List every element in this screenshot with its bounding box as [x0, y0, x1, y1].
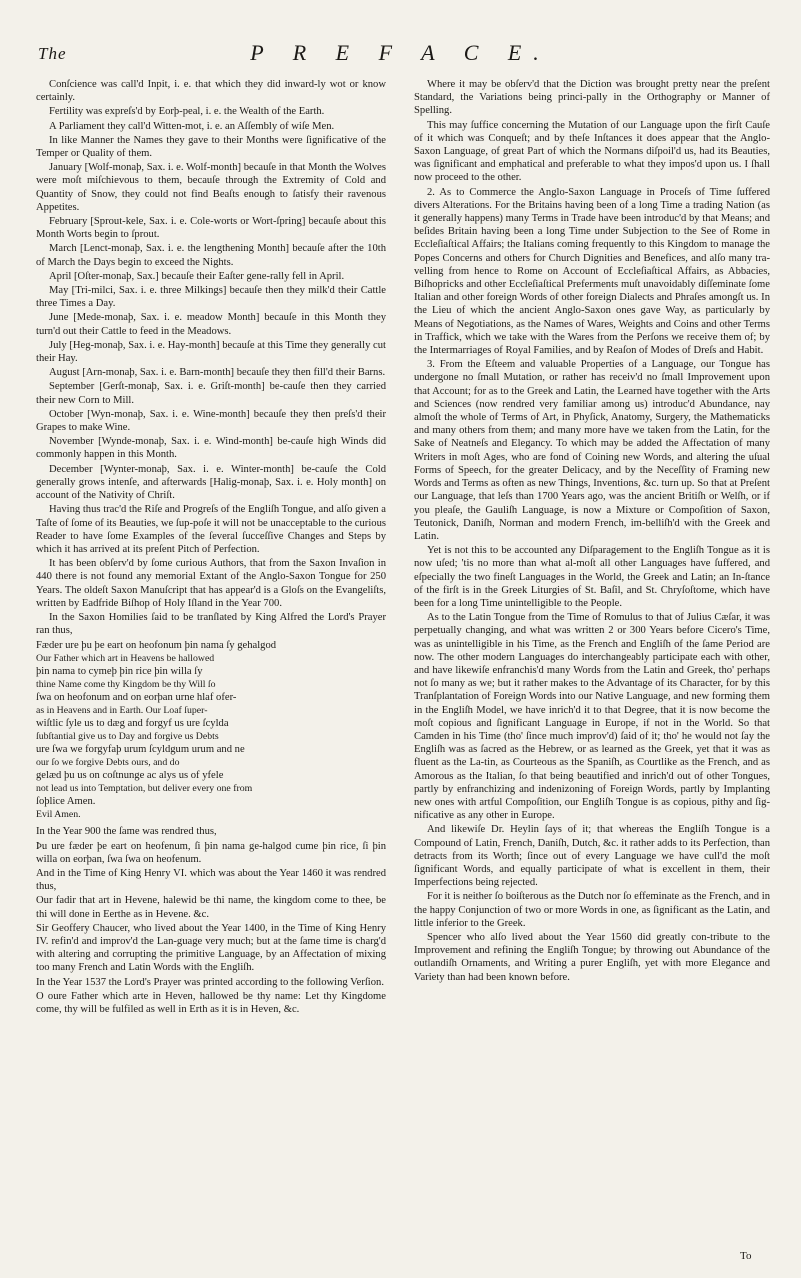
left-column-after	[36, 825, 386, 1016]
paragraph: Spencer who alſo lived about the Year 1560 did greatly con-tribute to the Improvement and refining the Engliſh Tongue; by throwing out Abundance of the outlandiſh Ornaments, and Writing a purer Engliſh, yet with more Elegance and Variety than had been known before.	[414, 932, 770, 983]
paragraph: June [Mede-monaþ, Sax. i. e. meadow Month] becauſe in this Month they turn'd out their Cattle to feed in the Meadows.	[36, 312, 386, 337]
paragraph: For it is neither ſo boiſterous as the Dutch nor ſo effeminate as the French, and in the happy Conjunction of two or more Words in one, as ſignificant as the Latin, and little inferior to the Greek.	[414, 891, 770, 929]
saxon-line: ure ſwa we forgyfaþ urum ſcyldgum urum and ne	[36, 744, 245, 756]
english-gloss-line: Evil Amen.	[36, 809, 81, 821]
paragraph: In like Manner the Names they gave to their Months were ſignificative of the Temper or Quality of them.	[36, 134, 386, 160]
left-column-paragraphs	[36, 78, 386, 637]
saxon-line: þin nama to cymeþ þin rice þin willa ſy	[36, 666, 203, 678]
english-gloss-line: our ſo we forgive Debts ours, and do	[36, 757, 180, 769]
english-gloss-line: as in Heavens and in Earth. Our Loaf ſuper-	[36, 705, 208, 717]
paragraph: This may ſuffice concerning the Mutation of our Language upon the firſt Cauſe of it which was Conqueſt; and by theſe Inſtances it does appear that the Anglo-Saxon Language, of great Part of which the Normans diſpoil'd us, had its Beauties, was ſignificant and emphatical and preferable to what they impos'd upon us. I ſhall now proceed to the other.	[414, 119, 770, 184]
saxon-line: ſoþlice Amen.	[36, 796, 96, 808]
paragraph: Having thus trac'd the Riſe and Progreſs of the Engliſh Tongue, and alſo given a Taſte of ſome of its Beauties, we ſup-poſe it will not be unacceptable to the curious Reader to have ſome Examples of the ſeveral ſucceſſive Changes and Steps by which it has arrived at its preſent Pitch of Perfection.	[36, 504, 386, 555]
right-column-paragraphs	[414, 78, 770, 984]
paragraph: March [Lenct-monaþ, Sax. i. e. the lengthening Month] becauſe after the 10th of March the Days begin to exceed the Nights.	[36, 243, 386, 268]
paragraph: May [Tri-milci, Sax. i. e. three Milkings] becauſe then they milk'd their Cattle three Times a Day.	[36, 285, 386, 310]
paragraph: In the Saxon Homilies ſaid to be tranſlated by King Alfred the Lord's Prayer ran thus,	[36, 611, 386, 637]
right-column	[414, 78, 770, 985]
lords-prayer-interlinear	[36, 639, 386, 821]
english-gloss-line: ſubſtantial give us to Day and forgive us Debts	[36, 731, 219, 743]
paragraph: O oure Father which arte in Heven, hallowed be thy name: Let thy Kingdome come, thy will be fulfiled as well in Erth as it is in Heven, &c.	[36, 990, 386, 1015]
paragraph: Our fadir that art in Hevene, halewid be thi name, the kingdom come to thee, be thi will done in Eerthe as in Hevene. &c.	[36, 895, 386, 920]
paragraph: A Parliament they call'd Witten-mot, i. e. an Aſſembly of wiſe Men.	[49, 120, 335, 132]
saxon-line: gelæd þu us on coſtnunge ac alys us of yfele	[36, 770, 224, 782]
paragraph: It has been obſerv'd by ſome curious Authors, that from the Saxon Invaſion in 440 there is not found any memorial Extant of the Anglo-Saxon Tongue for 250 Years. The oldeſt Saxon Manuſcript that has appear'd is a Gloſs on the Evangeliſts, written by Eadfride Biſhop of Holy Iſland in the Year 700.	[36, 558, 386, 609]
paragraph: 3. From the Eſteem and valuable Properties of a Language, our Tongue has undergone no ſmall Mutation, or rather has receiv'd no ſmall Improvement upon that Account; for as to the Greek and Latin, the Learned have together with the Arts and Sciences (now rendred very familiar among us) introduc'd Abundance, nay almoſt the whole of Terms of Art, in Phyſick, Anatomy, Surgery, the Mathematicks and many others from them; and many more have we taken from the Latin, for the Sake of Neatneſs and Elegancy. To which may be added the Affectation of many Writers in moſt Ages, who are fond of Coining new Words, and altering the uſual Forms of Speech, for the greater Delicacy, and by the Neceſſity of Framing new Words and Terms as often as new Things, Inventions, &c. turn up. So that at Preſent our Language, that leſs than 1700 Years ago, was the ancient Britiſh or Welſh, or if you pleaſe, the Gauliſh Language, is now a Mixture or Compoſition of Saxon, Teutonick, Daniſh, Norman and modern French, im-belliſh'd with the Greek and Latin.	[414, 359, 770, 542]
paragraph: In the Year 900 the ſame was rendred thus,	[36, 826, 217, 838]
saxon-line: Fæder ure þu þe eart on heofonum þin nama ſy gehalgod	[36, 640, 277, 652]
paragraph: January [Wolf-monaþ, Sax. i. e. Wolf-month] becauſe in that Month the Wolves were moſt miſchievous to them, becauſe through the Extremity of Cold and Quantity of Snow, they could not find Beaſts enough to ſatisfy their ravenous Appetites.	[36, 162, 386, 213]
english-gloss-line: thine Name come thy Kingdom be thy Will ſo	[36, 679, 216, 691]
running-head-left: The	[38, 44, 67, 63]
paragraph: And in the Time of King Henry VI. which was about the Year 1460 it was rendred thus,	[36, 867, 386, 893]
paragraph: September [Gerſt-monaþ, Sax. i. e. Griſt-month] be-cauſe then they carried their new Corn to Mill.	[36, 381, 386, 406]
paragraph: Where it may be obſerv'd that the Diction was brought pretty near the preſent Standard, the Variations being princi-pally in the Orthography or Manner of Spelling.	[414, 79, 770, 117]
paragraph: As to the Latin Tongue from the Time of Romulus to that of Julius Cæſar, it was perpetually changing, and what was written 2 or 300 Years before Cicero's Time, was as unintelligible in his Time, as the French and Engliſh of the ſame Period are now. The other modern Languages do interchangeably participate each with other, and have likewiſe enfranchis'd many Words from the Latin and Greek, tho' perhaps not ſo many as we; but it rather makes to the Advantage of its Character, for by this Tranſplantation of Foreign Words into our Native Language, and new forming them in the Engliſh Model, we have inrich'd it to that Degree, that it is now become the moſt copious and ſignificant Language in Europe, if not in the World. So that Camden in his Time (tho' ſince much improv'd) ſaid of it; tho' he would not ſay the Engliſh was as ſacred as the Hebrew, or as learned as the Greek, yet that it was as fluent as the La-tin, as Courteous as the Spaniſh, as Courtlike as the French, and as Amorous as the Italian, ſo that being beautified and inrich'd out of other Tongues, partly by enfranchizing and indenizoning of Foreign Words, partly by Implanting new ones with artful Compoſition, our Engliſh Tongue is as copious, pithy and ſig-nificative as any other in Europe.	[414, 612, 770, 822]
paragraph: February [Sprout-kele, Sax. i. e. Cole-worts or Wort-ſpring] becauſe about this Month Worts begin to ſprout.	[36, 216, 386, 241]
paragraph: November [Wynde-monaþ, Sax. i. e. Wind-month] be-cauſe high Winds did commonly happen in this Month.	[36, 436, 386, 461]
running-head	[0, 40, 801, 68]
saxon-line: ſwa on heofonum and on eorþan urne hlaf ofer-	[36, 692, 237, 704]
paragraph: October [Wyn-monaþ, Sax. i. e. Wine-month] becauſe they then preſs'd their Grapes to make Wine.	[36, 408, 386, 434]
paragraph: Yet is not this to be accounted any Diſparagement to the Engliſh Tongue as it is now uſed; 'tis no more than what al-moſt all other Languages have ſuffered, and eſpecially the two fineſt Languages in the World, the Greek and Latin; an In-ſtance of the firſt is in the Greek Liturgies of St. Baſil, and St. Chryſoſtome, which have been for a long Time unintelligible to the People.	[414, 545, 770, 609]
english-gloss-line: Our Father which art in Heavens be hallowed	[36, 653, 215, 665]
catchword: To	[740, 1250, 752, 1262]
paragraph: July [Heg-monaþ, Sax. i. e. Hay-month] becauſe at this Time they generally cut their Hay.	[36, 339, 386, 365]
english-gloss-line: not lead us into Temptation, but deliver every one from	[36, 783, 253, 795]
paragraph: April [Oſter-monaþ, Sax.] becauſe their Eaſter gene-rally fell in April.	[49, 270, 345, 282]
saxon-line: wiſtlic ſyle us to dæg and forgyf us ure ſcylda	[36, 718, 229, 730]
paragraph: Conſcience was call'd Inpit, i. e. that which they did inward-ly wot or know certainly.	[36, 79, 386, 104]
paragraph: Fertility was expreſs'd by Eorþ-peal, i. e. the Wealth of the Earth.	[49, 106, 325, 118]
paragraph: Sir Geoffery Chaucer, who lived about the Year 1400, in the Time of King Henry IV. refin'd and improv'd the Lan-guage very much; but at the ſame time is charg'd with altering and corrupting the primitive Language, by an Affectation of mixing too many French and Latin Words with the Engliſh.	[36, 922, 386, 974]
paragraph: August [Arn-monaþ, Sax. i. e. Barn-month] becauſe they then fill'd their Barns.	[49, 367, 386, 379]
paragraph: 2. As to Commerce the Anglo-Saxon Language in Proceſs of Time ſuffered divers Alterations. For the Britains having been of a long Time a trading Nation (as it generally happens) many Terms in Trade have been introduc'd by that Means; and beſides Britain having been a long Time under Subjection to the See of Rome in Eccleſiaſtical Affairs; the Italians coming frequently to this Kingdom to manage the Popes Concerns and others for Church Dignities and Benefices, and alſo many tra-velling from hence to Rome on Account of Eccleſiaſtical Affairs, as Abbacies, Biſhopricks and other Eccleſiaſtical Preferments muſt unavoidably diſſeminate ſome Italian and other foreign Words of other foreign Dialects and Phraſes amongſt us. In the Lieu of which the ancient Anglo-Saxon ones gave Way, as particularly by Means of Negotiations, as the Names of Wares, Weights and Coins and other Terms in Traffick, which we take with the Wares from the Perſons we receive them of; by the Intermarriages of Royal Families, and by Reaſon of Modes of Dreſs and Habit.	[414, 186, 770, 357]
paragraph: And likewiſe Dr. Heylin ſays of it; that whereas the Engliſh Tongue is a Compound of Latin, French, Daniſh, Dutch, &c. it rather adds to its Perfection, than detracts from its Worth; ſince out of every Language we have cull'd the moſt ſignificant Words, and equally participate of what is excellent in them, their Imperfections being rejected.	[414, 824, 770, 889]
running-head-title: P R E F A C E.	[250, 40, 551, 65]
left-column	[36, 78, 386, 1017]
paragraph: Þu ure fæder þe eart on heofenum, ſi þin nama ge-halgod cume þin rice, ſi þin willa on eorþan, ſwa ſwa on heofenum.	[36, 840, 386, 865]
paragraph: In the Year 1537 the Lord's Prayer was printed according to the following Verſion.	[36, 976, 384, 988]
paragraph: December [Wynter-monaþ, Sax. i. e. Winter-month] be-cauſe the Cold generally grows intenſe, and afterwards [Halig-monaþ, Sax. i. e. Holy month] on account of the Nativity of Chriſt.	[36, 463, 386, 502]
